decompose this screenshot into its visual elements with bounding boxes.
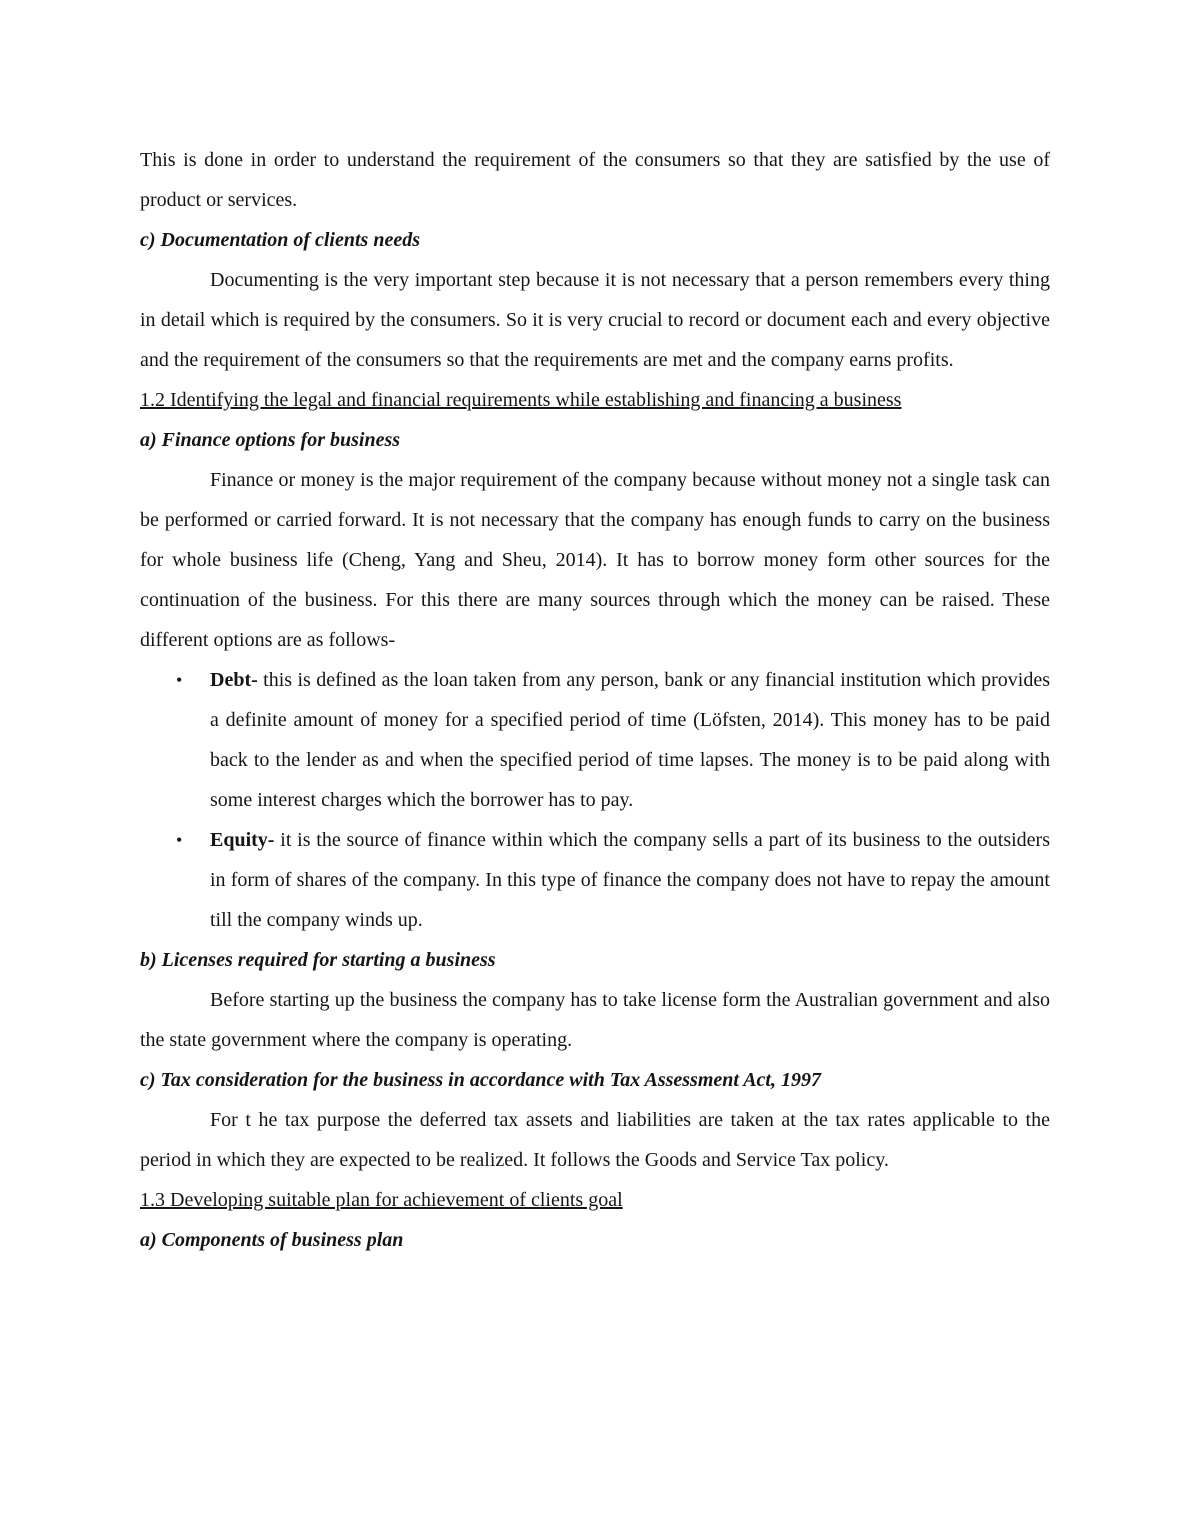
list-item-debt-text: this is defined as the loan taken from any person, bank or any financial institution which provides a definite amount of money for a specified period of time (Löfsten, 2014). This money has to be paid back to the lender as and when the specified period of time lapses. The money is to be paid along with some interest charges which the borrower has to pay. bbox=[210, 669, 1050, 811]
paragraph-consumer-requirement: This is done in order to understand the requirement of the consumers so that they are satisfied by the use of product or services. bbox=[140, 149, 1050, 211]
heading-documentation-of-clients-needs: c) Documentation of clients needs bbox=[140, 229, 420, 251]
heading-section-1-2: 1.2 Identifying the legal and financial requirements while establishing and financing a business bbox=[140, 389, 902, 411]
list-item-debt bbox=[140, 660, 1050, 820]
list-item-equity-lead: Equity- bbox=[210, 829, 275, 851]
heading-licenses-required: b) Licenses required for starting a business bbox=[140, 949, 496, 971]
list-item-debt-lead: Debt- bbox=[210, 669, 258, 691]
finance-options-list bbox=[140, 660, 1050, 940]
paragraph-before-starting-business: Before starting up the business the company has to take license form the Australian government and also the state government where the company is operating. bbox=[140, 989, 1050, 1051]
bullet-icon: • bbox=[176, 830, 183, 850]
heading-finance-options: a) Finance options for business bbox=[140, 429, 401, 451]
paragraph-documenting-importance: Documenting is the very important step because it is not necessary that a person remembers every thing in detail which is required by the consumers. So it is very crucial to record or document each and every objective and the requirement of the consumers so that the requirements are met and the company earns profits. bbox=[140, 269, 1050, 371]
list-item-equity bbox=[140, 820, 1050, 940]
bullet-icon: • bbox=[176, 670, 183, 690]
paragraph-finance-or-money: Finance or money is the major requirement of the company because without money not a single task can be performed or carried forward. It is not necessary that the company has enough funds to carry on the business for whole business life (Cheng, Yang and Sheu, 2014). It has to borrow money form other sources for the continuation of the business. For this there are many sources through which the money can be raised. These different options are as follows- bbox=[140, 469, 1050, 651]
heading-tax-consideration: c) Tax consideration for the business in accordance with Tax Assessment Act, 1997 bbox=[140, 1069, 821, 1091]
heading-section-1-3: 1.3 Developing suitable plan for achievement of clients goal bbox=[140, 1189, 623, 1211]
heading-components-of-business-plan: a) Components of business plan bbox=[140, 1229, 404, 1251]
paragraph-tax-purpose: For t he tax purpose the deferred tax assets and liabilities are taken at the tax rates applicable to the period in which they are expected to be realized. It follows the Goods and Service Tax policy. bbox=[140, 1109, 1050, 1171]
list-item-equity-text: it is the source of finance within which the company sells a part of its business to the outsiders in form of shares of the company. In this type of finance the company does not have to repay the amount till the company winds up. bbox=[210, 829, 1050, 931]
